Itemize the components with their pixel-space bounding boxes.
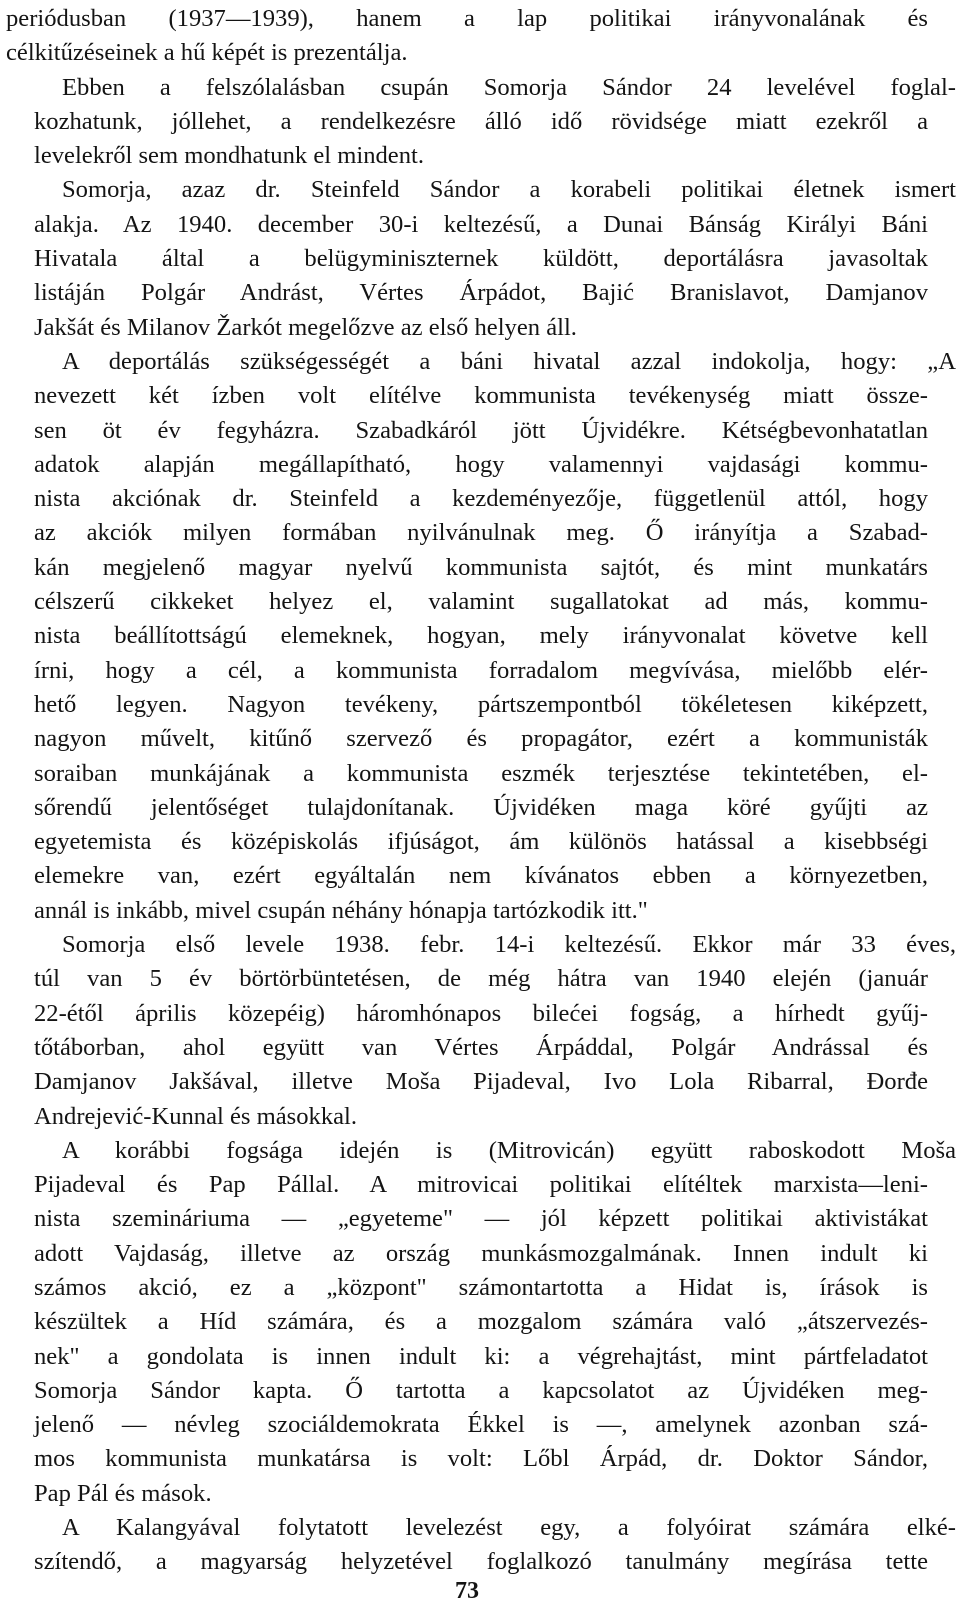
paragraph (6, 928, 956, 1134)
text-line: periódusban (1937—1939), hanem a lap politikai irányvonalának és (6, 5, 928, 32)
text-line: mos kommunista munkatársa is volt: Lőbl Árpád, dr. Doktor Sándor, (34, 1445, 928, 1473)
text-line: A deportálás szükségességét a báni hivatal azzal indokolja, hogy: „A (62, 347, 956, 375)
text-line: nek" a gondolata is innen indult ki: a végrehajtást, mint pártfeladatot (34, 1342, 928, 1370)
text-line: Ebben a felszólalásban csupán Somorja Sándor 24 levelével foglal- (62, 73, 956, 101)
document-page (6, 2, 956, 1580)
paragraph (6, 173, 956, 344)
text-line: Somorja, azaz dr. Steinfeld Sándor a korabeli politikai életnek ismert (62, 176, 956, 204)
page-number: 73 (455, 1578, 479, 1604)
text-line: listáján Polgár Andrást, Vértes Árpádot, Bajić Branislavot, Damjanov (34, 279, 928, 307)
text-line: Hivatala által a belügyminiszternek küldött, deportálásra javasoltak (34, 245, 928, 273)
text-line: jelenő — névleg szociáldemokrata Ékkel is —, amelynek azonban szá- (34, 1411, 928, 1439)
text-line: az akciók milyen formában nyilvánulnak meg. Ő irányítja a Szabad- (34, 519, 928, 547)
text-line: A Kalangyával folytatott levelezést egy, a folyóirat számára elké- (62, 1514, 956, 1542)
text-line: annál is inkább, mivel csupán néhány hónapja tartózkodik itt." (34, 896, 648, 924)
text-line: készültek a Híd számára, és a mozgalom számára való „átszervezés- (34, 1308, 928, 1336)
text-line: tőtáborban, ahol együtt van Vértes Árpáddal, Polgár Andrással és (34, 1033, 928, 1061)
text-line: írni, hogy a cél, a kommunista forradalom megvívása, mielőbb elér- (34, 656, 928, 684)
text-line: Somorja első levele 1938. febr. 14-i keltezésű. Ekkor már 33 éves, (62, 931, 956, 959)
text-line: túl van 5 év börtörbüntetésen, de még hátra van 1940 elején (január (34, 965, 928, 993)
text-line: célkitűzéseinek a hű képét is prezentálja. (6, 39, 408, 67)
text-line: Andrejević-Kunnal és másokkal. (34, 1102, 358, 1130)
text-line: sen öt év fegyházra. Szabadkáról jött Újvidékre. Kétségbevonhatatlan (34, 416, 928, 444)
text-line: A korábbi fogsága idején is (Mitrovicán) együtt raboskodott Moša (62, 1136, 956, 1164)
body-text (6, 2, 956, 1580)
text-line: nista szemináriuma — „egyeteme" — jól képzett politikai aktivistákat (34, 1205, 928, 1233)
paragraph (6, 2, 928, 71)
text-line: kozhatunk, jóllehet, a rendelkezésre álló idő rövidsége miatt ezekről a (34, 107, 928, 135)
text-line: adatok alapján megállapítható, hogy valamennyi vajdasági kommu- (34, 450, 928, 478)
text-line: levelekről sem mondhatunk el mindent. (34, 142, 424, 170)
text-line: elemekre van, ezért egyáltalán nem kívánatos ebben a környezetben, (34, 862, 928, 890)
text-line: nevezett két ízben volt elítélve kommunista tevékenység miatt össze- (34, 382, 928, 410)
text-line: nista beállítottságú elemeknek, hogyan, mely irányvonalat követve kell (34, 622, 928, 650)
paragraph (6, 1134, 956, 1511)
text-line: Jakšát és Milanov Žarkót megelőzve az első helyen áll. (34, 313, 577, 341)
text-line: hető legyen. Nagyon tevékeny, pártszempontból tökéletesen kiképzett, (34, 690, 928, 718)
paragraph (6, 345, 956, 928)
text-line: egyetemista és középiskolás ifjúságot, ám különös hatással a kisebbségi (34, 828, 928, 856)
text-line: nagyon művelt, kitűnő szervező és propagátor, ezért a kommunisták (34, 725, 928, 753)
text-line: alakja. Az 1940. december 30-i keltezésű, a Dunai Bánság Királyi Báni (34, 210, 928, 238)
text-line: szítendő, a magyarság helyzetével foglalkozó tanulmány megírása tette (34, 1548, 928, 1576)
text-line: 22-étől április közepéig) háromhónapos bilećei fogság, a hírhedt gyűj- (34, 999, 928, 1027)
paragraph (6, 71, 956, 174)
paragraph (6, 1511, 956, 1580)
text-line: soraiban munkájának a kommunista eszmék terjesztése tekintetében, el- (34, 759, 928, 787)
text-line: számos akció, ez a „központ" számontartotta a Hidat is, írások is (34, 1273, 928, 1301)
text-line: Pijadeval és Pap Pállal. A mitrovicai politikai elítéltek marxista—leni- (34, 1171, 928, 1199)
text-line: Damjanov Jakšával, illetve Moša Pijadeval, Ivo Lola Ribarral, Đorđe (34, 1068, 928, 1096)
text-line: Pap Pál és mások. (34, 1479, 212, 1507)
text-line: célszerű cikkeket helyez el, valamint sugallatokat ad más, kommu- (34, 588, 928, 616)
text-line: adott Vajdaság, illetve az ország munkásmozgalmának. Innen indult ki (34, 1239, 928, 1267)
text-line: sőrendű jelentőséget tulajdonítanak. Újvidéken maga köré gyűjti az (34, 793, 928, 821)
text-line: Somorja Sándor kapta. Ő tartotta a kapcsolatot az Újvidéken meg- (34, 1376, 928, 1404)
text-line: nista akciónak dr. Steinfeld a kezdeményezője, függetlenül attól, hogy (34, 485, 928, 513)
text-line: kán megjelenő magyar nyelvű kommunista sajtót, és mint munkatárs (34, 553, 928, 581)
